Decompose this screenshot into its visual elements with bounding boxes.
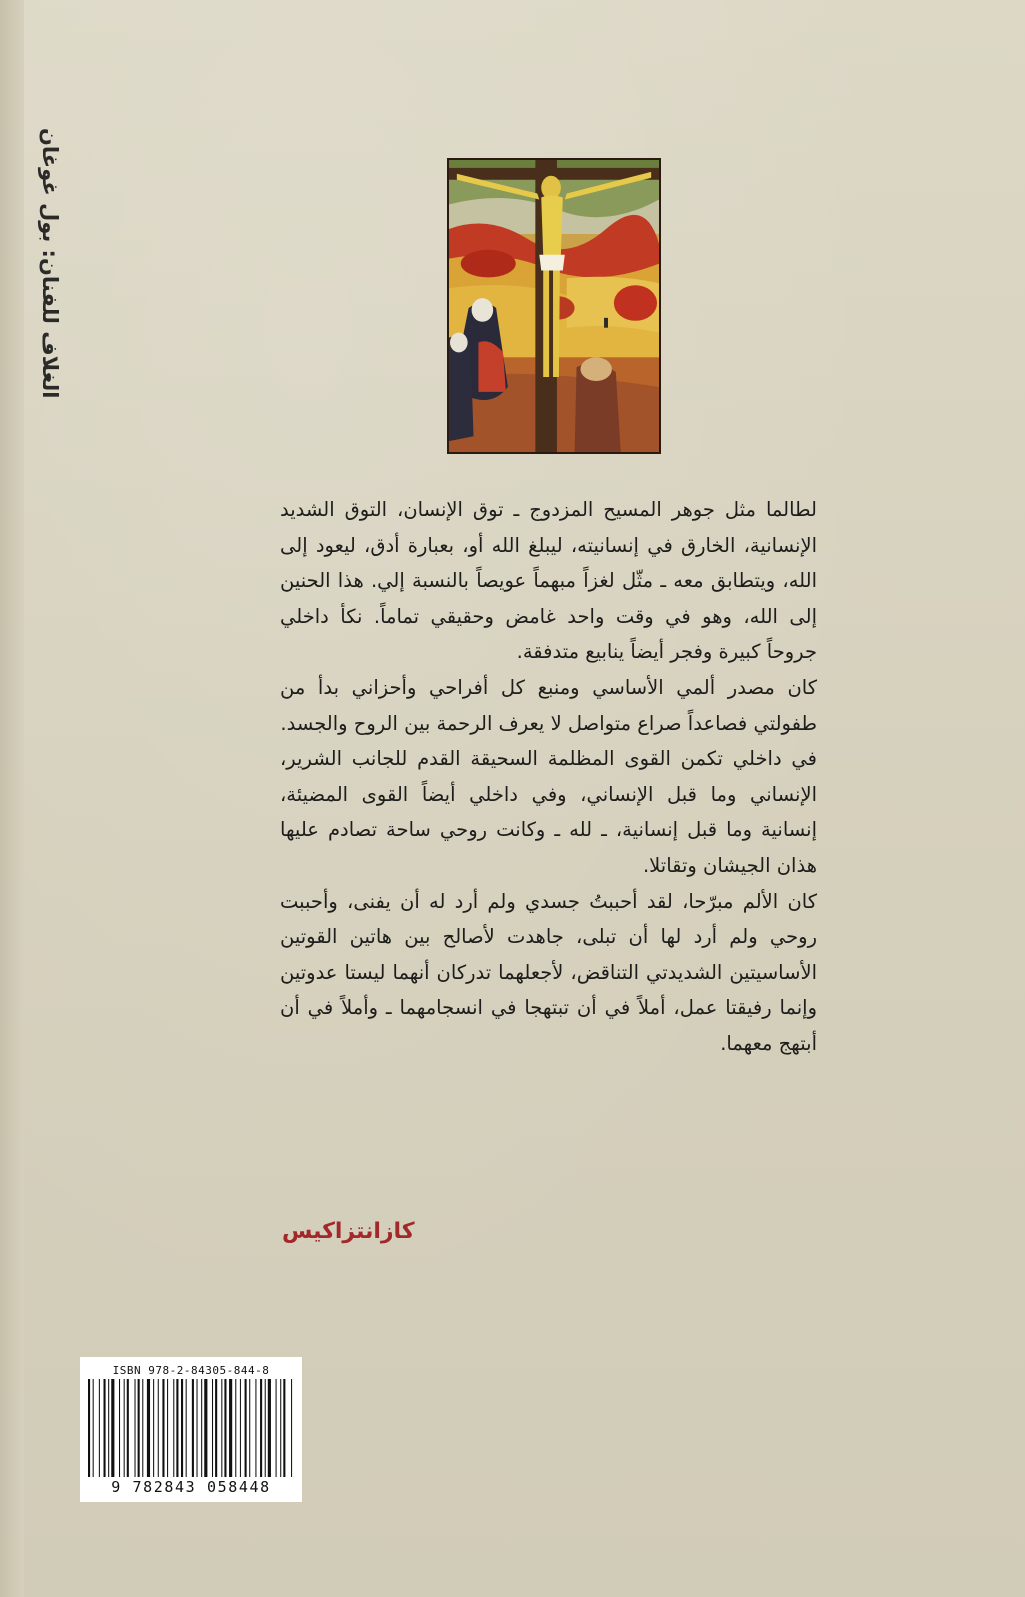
blurb-paragraph: كان مصدر ألمي الأساسي ومنبع كل أفراحي وأحزاني بدأ من طفولتي فصاعداً صراع متواصل لا يعرف الرحمة بين الروح والجسد. [280,675,817,735]
painting-illustration [449,160,659,452]
blurb-paragraph: كان الألم مبرّحا، لقد أحببتُ جسدي ولم أرد له أن يفنى، وأحببت روحي ولم أرد لها أن تبلى، جاهدت لأصالح بين هاتين القوتين الأساسيتين الشديدتي التناقض، لأجعلهما تدركان أنهما ليستا عدوتين وإنما رفيقتا عمل، أملاً في أن تبتهجا في انسجامهما ـ وأملاً في أن أبتهج معهما. [280,889,817,1055]
barcode-digits: 9 782843 058448 [111,1478,271,1496]
cover-artist-credit: الغلاف للفنان: بول غوغان [38,128,62,399]
blurb-paragraph: في داخلي تكمن القوى المظلمة السحيقة القدم للجانب الشرير، الإنساني وما قبل الإنساني، وفي داخلي أيضاً القوى المضيئة، إنسانية وما قبل إنسانية، ـ لله ـ وكانت روحي ساحة تصادم عليها هذان الجيشان وتقاتلا. [280,747,817,877]
cover-painting-image [447,158,661,454]
blurb-paragraph: لطالما مثل جوهر المسيح المزدوج ـ توق الإنسان، التوق الشديد الإنسانية، الخارق في إنسانيته، ليبلغ الله أو، بعبارة أدق، ليعود إلى الله، ويتطابق معه ـ مثّل لغزاً مبهماً عويصاً بالنسبة إلي. هذا الحنين إلى الله، وهو في وقت واحد غامض وحقيقي تماماً. نكأ داخلي جروحاً كبيرة وفجر أيضاً ينابيع متدفقة. [280,498,817,664]
isbn-label: ISBN 978-2-84305-844-8 [112,1364,270,1377]
spine-edge [0,0,24,1597]
author-name: كازانتزاكيس [282,1219,415,1244]
barcode-bars [86,1379,296,1477]
blurb-text [280,492,817,1062]
isbn-barcode [80,1357,302,1502]
